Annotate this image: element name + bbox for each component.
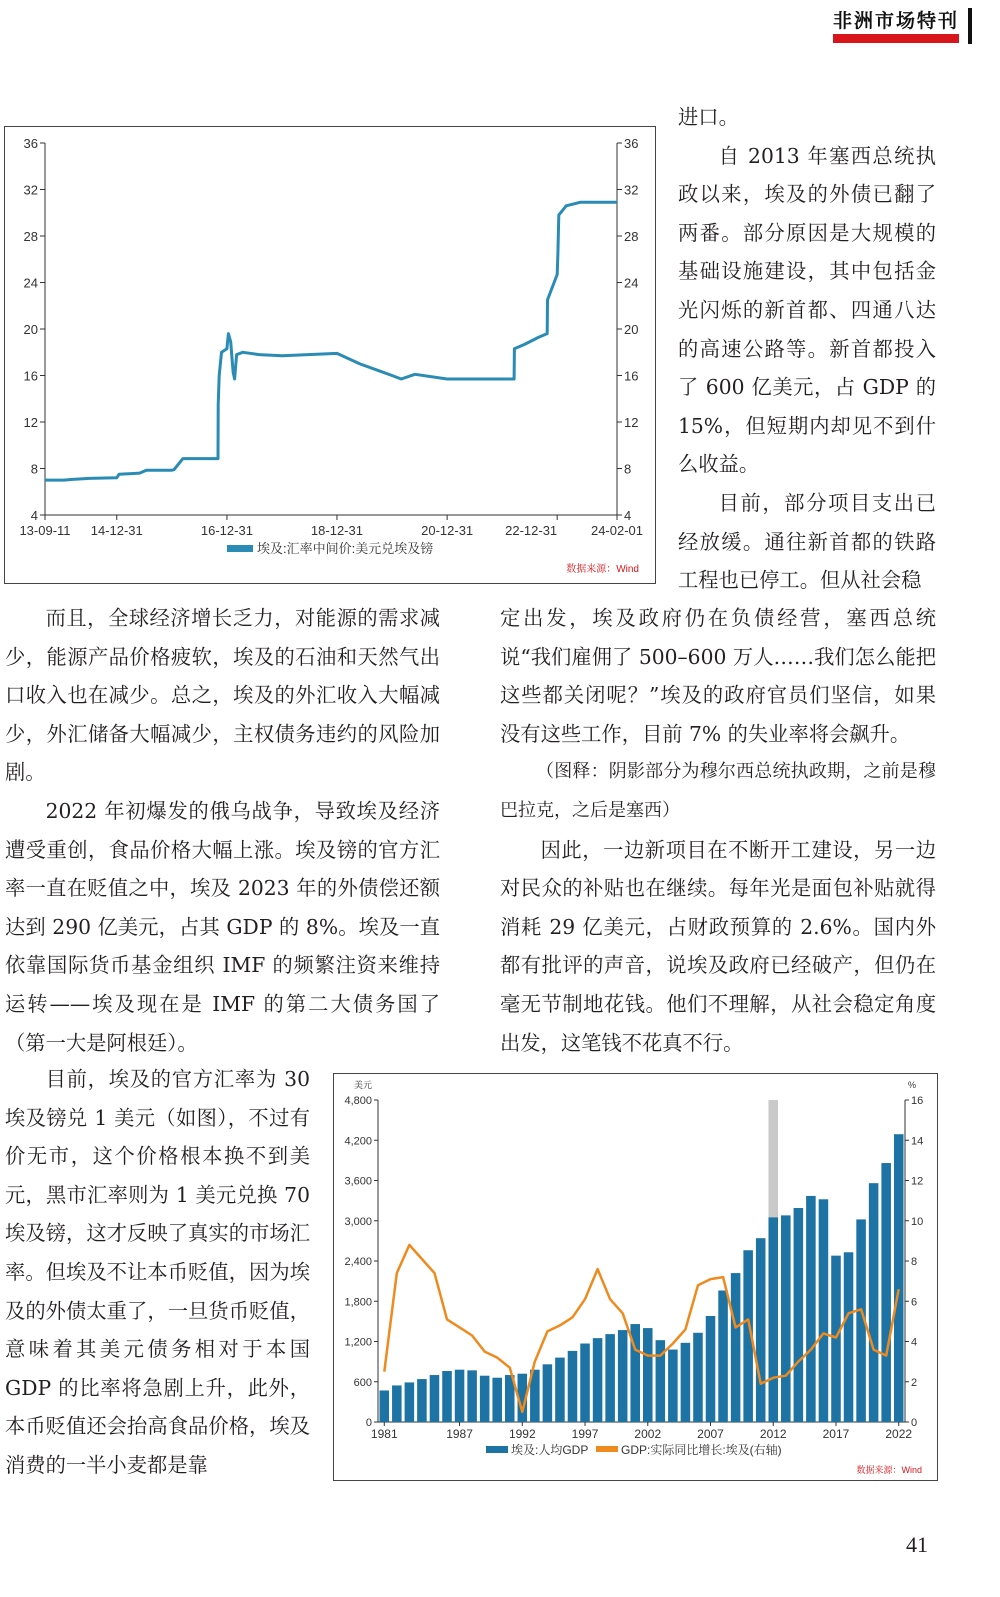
paragraph: 因此，一边新项目在不断开工建设，另一边对民众的补贴也在继续。每年光是面包补贴就得消耗 29 亿美元，占财政预算的 2.6%。国内外都有批评的声音，说埃及政府已经破产，但仍在毫无节制地花钱。他们不理解，从社会稳定角度出发，这笔钱不花真不行。 [500,837,936,1055]
gdp-per-capita-bar [781,1215,791,1422]
legend-swatch-bars [486,1446,508,1453]
y2-tick-label: 6 [911,1296,918,1309]
page-number: 41 [906,1532,928,1557]
gdp-per-capita-bar [392,1385,402,1422]
x-tick-label: 24-02-01 [590,523,644,538]
y-tick-label: 16 [23,368,38,384]
y-tick-label: 28 [23,229,38,244]
y-tick-label: 36 [23,136,38,151]
y2-tick-label: 16 [624,368,639,384]
gdp-per-capita-bar [806,1196,816,1422]
gdp-per-capita-bar [455,1370,465,1422]
y2-tick-label: 24 [624,275,639,291]
y-tick-label: 2,400 [344,1256,372,1268]
y-tick-label: 8 [30,461,38,477]
y2-tick-label: 32 [624,182,639,198]
x-tick-label: 18-12-31 [310,523,363,538]
gdp-per-capita-bar [756,1238,766,1422]
section-title-underline [833,34,959,43]
y-tick-label: 4 [30,508,38,523]
gdp-per-capita-bar [492,1378,502,1422]
paragraph: 目前，埃及的官方汇率为 30 埃及镑兑 1 美元（如图），不过有价无市，这个价格根本换不到美元，黑市汇率则为 1 美元兑换 70 埃及镑，这才反映了真实的市场汇率。但埃及不让本币贬值，因为埃及的外债太重了，一旦货币贬值，意味着其美元债务相对于本国 GDP 的比率将急剧上升，此外，本币贬值还会抬高食品价格，埃及消费的一半小麦都是靠 [5,1067,310,1477]
gdp-per-capita-bar [605,1334,615,1422]
legend-label: 埃及:汇率中间价:美元兑埃及镑 [257,541,434,556]
y2-tick-label: 36 [624,136,639,151]
x-tick-label: 1992 [508,1427,536,1441]
x-tick-label: 22-12-31 [505,523,558,538]
paragraph: 自 2013 年塞西总统执政以来，埃及的外债已翻了两番。部分原因是大规模的基础设施建设，其中包括金光闪烁的新首都、四通八达的高速公路等。新首都投入了 600 亿美元，占 GDP 的 15%，但短期内却见不到什么收益。 [678,143,936,477]
figure-caption: （图释：阴影部分为穆尔西总统执政期，之前是穆巴拉克，之后是塞西） [500,761,936,821]
data-source: 数据来源：Wind [856,1465,922,1475]
x-tick-label: 1997 [571,1427,599,1441]
y2-tick-label: 2 [911,1376,918,1389]
x-tick-label: 20-12-31 [421,523,474,538]
gdp-per-capita-bar [480,1376,490,1422]
y-tick-label: 20 [23,322,38,337]
gdp-per-capita-bar [706,1316,716,1422]
exchange-rate-chart-svg [5,127,655,583]
right-axis-unit: % [908,1080,917,1090]
y2-tick-label: 8 [911,1256,918,1268]
paragraph: 2022 年初爆发的俄乌战争，导致埃及经济遭受重创，食品价格大幅上涨。埃及镑的官方汇率一直在贬值之中，埃及 2023 年的外债偿还额达到 290 亿美元，占其 GDP 的 8%。埃及一直依靠国际货币基金组织 IMF 的频繁注资来维持运转——埃及现在是 IMF 的第二大债务国了（第一大是阿根廷）。 [5,798,440,1055]
y2-tick-label: 8 [624,461,632,477]
gdp-per-capita-bar [768,1217,778,1422]
gdp-per-capita-bar [794,1208,804,1422]
y-tick-label: 600 [353,1376,372,1389]
y-tick-label: 3,600 [344,1175,372,1188]
gdp-per-capita-bar [442,1371,452,1422]
gdp-per-capita-bar [467,1370,477,1422]
y2-tick-label: 10 [911,1215,924,1228]
gdp-per-capita-bar [568,1351,578,1422]
legend-swatch-line [596,1446,618,1452]
paragraph: 而且，全球经济增长乏力，对能源的需求减少，能源产品价格疲软，埃及的石油和天然气出口收入也在减少。总之，埃及的外汇收入大幅减少，外汇储备大幅减少，主权债务违约的风险加剧。 [5,606,440,785]
gdp-per-capita-bar [869,1183,879,1422]
gdp-per-capita-bar [844,1252,854,1422]
header-vertical-bar [968,8,972,44]
paragraph: 进口。 [678,105,739,129]
gdp-per-capita-bar [731,1273,741,1422]
section-title: 非洲市场特刊 [833,10,960,32]
paragraph: 目前，部分项目支出已经放缓。通往新首都的铁路工程也已停工。但从社会稳 [678,490,936,593]
y-tick-label: 12 [23,415,38,430]
x-tick-label: 2022 [885,1427,913,1441]
gdp-per-capita-bar [668,1350,678,1422]
y2-tick-label: 14 [911,1135,924,1148]
y2-tick-label: 12 [624,415,639,430]
x-tick-label: 14-12-31 [90,523,143,538]
y-tick-label: 3,000 [344,1215,372,1228]
legend-label-bars: 埃及:人均GDP [511,1443,589,1457]
gdp-per-capita-bar [380,1390,390,1422]
article-column-mid-left [5,599,440,1062]
y-tick-label: 24 [23,275,38,291]
gdp-per-capita-bar [894,1134,904,1422]
gdp-chart [333,1073,938,1481]
gdp-per-capita-bar [593,1338,603,1422]
y2-tick-label: 16 [911,1095,924,1107]
y2-tick-label: 4 [911,1336,918,1349]
y2-tick-label: 12 [911,1175,924,1188]
y-tick-label: 1,200 [344,1336,372,1349]
gdp-per-capita-bar [819,1199,829,1422]
x-tick-label: 1987 [446,1427,473,1441]
legend-swatch [227,545,253,552]
article-column-top-right [678,98,936,600]
x-tick-label: 2017 [822,1427,850,1441]
gdp-per-capita-bar [580,1344,590,1422]
x-tick-label: 2002 [634,1427,662,1441]
gdp-per-capita-bar [693,1333,703,1422]
y2-tick-label: 4 [624,508,632,523]
y-tick-label: 4,200 [344,1135,372,1148]
article-column-bottom-left [5,1060,310,1485]
exchange-rate-series-line [45,202,617,480]
x-tick-label: 1981 [370,1427,398,1441]
legend-label-line: GDP:实际同比增长:埃及(右轴) [621,1443,782,1457]
data-source: 数据来源：Wind [566,564,639,575]
gdp-per-capita-bar [681,1343,691,1422]
left-axis-unit: 美元 [353,1080,372,1090]
gdp-per-capita-bar [831,1256,841,1422]
y-tick-label: 1,800 [344,1296,372,1309]
gdp-per-capita-bar [643,1328,653,1422]
gdp-per-capita-bar [543,1364,553,1422]
y2-tick-label: 28 [624,229,639,244]
x-tick-label: 13-09-11 [19,523,71,538]
gdp-per-capita-bar [417,1379,427,1422]
y2-tick-label: 0 [911,1417,918,1429]
x-tick-label: 16-12-31 [200,523,253,538]
gdp-per-capita-bar [618,1330,628,1422]
gdp-per-capita-bar [881,1163,891,1422]
x-tick-label: 2012 [759,1427,787,1441]
gdp-per-capita-bar [555,1358,565,1422]
paragraph: 定出发，埃及政府仍在负债经营，塞西总统说“我们雇佣了 500–600 万人……我们怎么能把这些都关闭呢？”埃及的政府官员们坚信，如果没有这些工作，目前 7% 的失业率将会飙升。 [500,606,936,746]
exchange-rate-chart [4,126,656,584]
gdp-per-capita-bar [430,1375,440,1422]
article-column-mid-right [500,599,936,1062]
y2-tick-label: 20 [624,322,639,337]
y-tick-label: 32 [23,182,38,198]
y-tick-label: 4,800 [344,1095,372,1107]
y-tick-label: 0 [365,1417,372,1429]
gdp-per-capita-bar [405,1382,415,1422]
gdp-chart-svg [334,1074,937,1480]
gdp-per-capita-bar [718,1291,728,1422]
x-tick-label: 2007 [697,1427,724,1441]
